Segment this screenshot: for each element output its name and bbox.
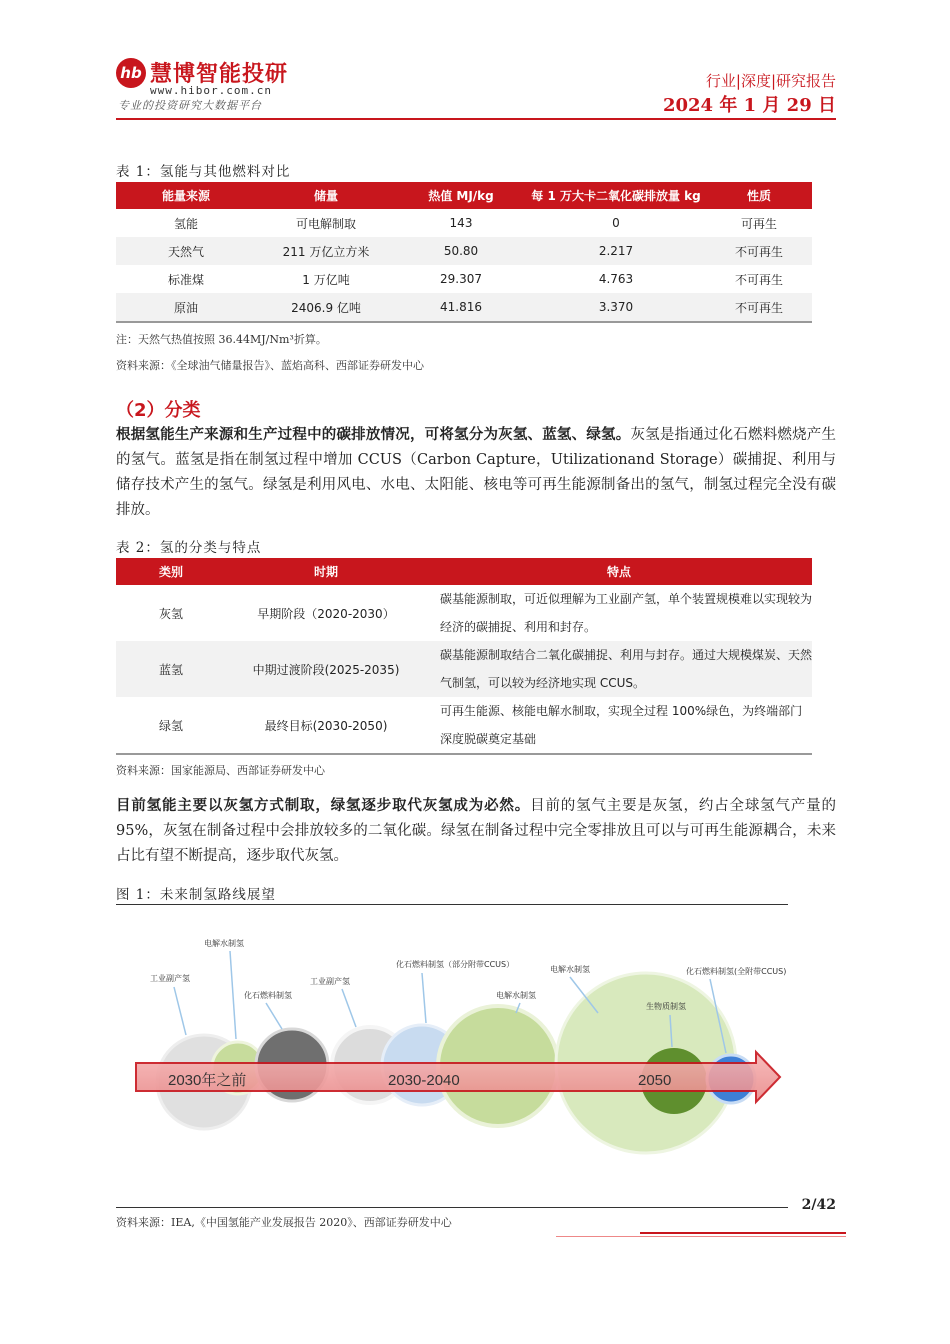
- footer-accent-line: [640, 1232, 846, 1234]
- logo-name: 慧博智能投研: [150, 62, 289, 87]
- table-header-row: [116, 182, 812, 209]
- table-cell: 原油: [116, 293, 256, 322]
- column-header: 能量来源: [116, 182, 256, 209]
- figure-label: 工业副产氢: [150, 974, 190, 983]
- table1-source: 资料来源：《全球油气储量报告》、蓝焰高科、西部证券研发中心: [116, 359, 424, 372]
- table-row: [116, 237, 812, 265]
- report-type: 行业|深度|研究报告: [705, 72, 836, 90]
- table-cell: 4.763: [598, 272, 634, 286]
- table-cell: 可电解制取: [295, 216, 356, 231]
- column-header: 热值 MJ/kg: [396, 182, 526, 209]
- table-cell: 碳基能源制取，可近似理解为工业副产氢，单个装置规模难以实现较为经济的碳捕捉、利用和封存。: [440, 592, 813, 634]
- table-cell: 2.217: [526, 237, 706, 265]
- figure-label: 化石燃料制氢: [244, 991, 292, 1000]
- column-header: 时期: [226, 558, 426, 585]
- table-cell: 绿氢: [158, 718, 183, 733]
- table-cell: 最终目标(2030-2050): [264, 718, 388, 733]
- table-cell: 天然气: [116, 237, 256, 265]
- logo-url[interactable]: www.hibor.com.cn: [150, 84, 272, 97]
- table1-note: 注：天然气热值按照 36.44MJ/Nm³折算。: [116, 333, 327, 346]
- figure-source: 资料来源：IEA,《中国氢能产业发展报告 2020》、西部证券研发中心: [116, 1216, 452, 1229]
- table-cell: 3.370: [526, 293, 706, 322]
- table-cell: 碳基能源制取结合二氧化碳捕捉、利用与封存。通过大规模煤炭、天然气制氢，可以较为经济地实现 CCUS。: [426, 641, 812, 697]
- table-header-row: [116, 558, 812, 585]
- figure-label: 电解水制氢: [204, 939, 244, 948]
- table-cell: 灰氢: [158, 606, 183, 621]
- current-status-paragraph: [116, 794, 836, 869]
- table-cell: 可再生能源、核能电解水制取，实现全过程 100%绿色，为终端部门深度脱碳奠定基础: [440, 704, 803, 746]
- table2-caption: 表 2：氢的分类与特点: [116, 540, 262, 556]
- timeline-label: 2030-2040: [388, 1072, 460, 1089]
- table-cell: 可再生: [740, 216, 777, 231]
- table-cell: 29.307: [440, 272, 482, 286]
- figure-label: 电解水制氢: [496, 991, 536, 1000]
- page-number: 2/42: [801, 1197, 836, 1213]
- figure-leader-line: [230, 951, 236, 1039]
- column-header: 每 1 万大卡二氧化碳排放量 kg: [526, 182, 706, 209]
- figure-label: 化石燃料制氢(全附带CCUS): [686, 967, 787, 976]
- table-row: [116, 293, 812, 322]
- table-cell: 41.816: [396, 293, 526, 322]
- timeline-label: 2030年之前: [168, 1072, 247, 1089]
- table2-source: 资料来源：国家能源局、西部证券研发中心: [116, 764, 325, 777]
- table-cell: 1 万亿吨: [302, 272, 350, 287]
- table-cell: 中期过渡阶段(2025-2035): [226, 641, 426, 697]
- logo-slogan: 专业的投资研究大数据平台: [118, 99, 262, 112]
- figure-label: 工业副产氢: [310, 977, 350, 986]
- timeline-label: 2050: [638, 1072, 672, 1089]
- logo-icon: hb: [116, 58, 146, 88]
- table-cell: 2406.9 亿吨: [256, 293, 396, 322]
- figure-label: 电解水制氢: [550, 965, 590, 974]
- classification-paragraph: [116, 423, 836, 523]
- table-row: [116, 641, 812, 697]
- table-cell: 143: [449, 216, 473, 230]
- footer-divider: [116, 1207, 788, 1208]
- figure-label: 生物质制氢: [646, 1002, 686, 1011]
- figure-label: 化石燃料制氢（部分附带CCUS）: [396, 960, 515, 969]
- hydrogen-roadmap-figure: [116, 905, 788, 1195]
- table-cell: 标准煤: [167, 272, 204, 287]
- figure-leader-line: [266, 1003, 282, 1029]
- table-cell: 氢能: [173, 216, 198, 231]
- table-row: [116, 209, 812, 237]
- table-cell: 211 万亿立方米: [256, 237, 396, 265]
- paragraph-body: 灰氢是指通过化石燃料燃烧产生的氢气。蓝氢是指在制氢过程中增加 CCUS（Carbon Capture，Utilizationand Storage）碳捕捉、利用与储存技术产生的氢气。绿氢是利用风电、水电、太阳能、核电等可再生能源制备出的氢气，制氢过程完全没有碳排放。: [116, 427, 837, 518]
- column-header: 性质: [706, 182, 812, 209]
- table-cell: 50.80: [396, 237, 526, 265]
- table-row: [116, 585, 812, 641]
- figure-leader-line: [174, 987, 186, 1035]
- column-header: 类别: [116, 558, 226, 585]
- table-cell: 不可再生: [734, 272, 783, 287]
- paragraph-lead: 根据氢能生产来源和生产过程中的碳排放情况，可将氢分为灰氢、蓝氢、绿氢。: [116, 427, 631, 443]
- fuel-comparison-table: [116, 182, 812, 323]
- table1-caption: 表 1：氢能与其他燃料对比: [116, 164, 291, 180]
- report-date: 2024 年 1 月 29 日: [662, 95, 836, 116]
- footer-accent-line: [556, 1236, 846, 1237]
- table-cell: 不可再生: [706, 293, 812, 322]
- table-cell: 蓝氢: [116, 641, 226, 697]
- figure-caption: 图 1：未来制氢路线展望: [116, 887, 276, 903]
- paragraph-lead: 目前氢能主要以灰氢方式制取，绿氢逐步取代灰氢成为必然。: [116, 798, 531, 814]
- table-row: [116, 265, 812, 293]
- section-title: （2）分类: [116, 400, 201, 421]
- header-divider: [116, 118, 836, 120]
- paragraph-body: 目前的氢气主要是灰氢，约占全球氢气产量的 95%，灰氢在制备过程中会排放较多的二氧化碳。绿氢在制备过程中完全零排放且可以与可再生能源耦合，未来占比有望不断提高，逐步取代灰氢。: [116, 798, 837, 864]
- table-cell: 早期阶段（2020-2030）: [257, 606, 395, 621]
- hydrogen-classification-table: [116, 558, 812, 755]
- table-row: [116, 697, 812, 754]
- column-header: 储量: [256, 182, 396, 209]
- table-cell: 不可再生: [706, 237, 812, 265]
- figure-leader-line: [342, 989, 356, 1027]
- column-header: 特点: [426, 558, 812, 585]
- table-cell: 0: [612, 216, 620, 230]
- figure-leader-line: [422, 973, 426, 1023]
